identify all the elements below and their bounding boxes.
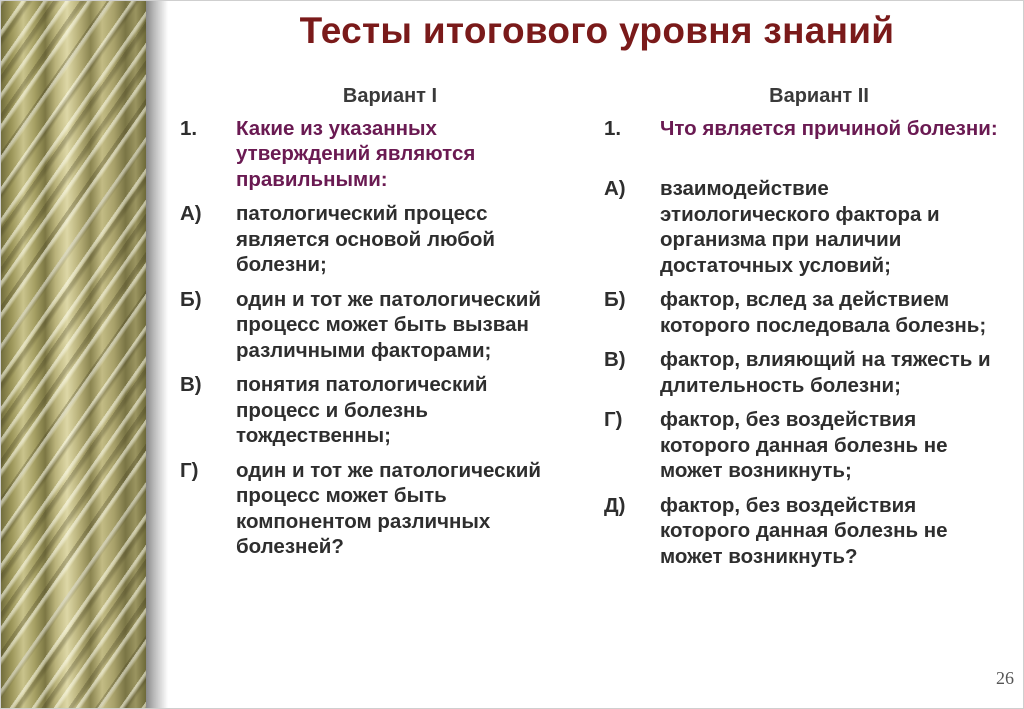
variant-1-column xyxy=(180,84,570,569)
option-marker: В) xyxy=(180,373,202,396)
decorative-shadow xyxy=(146,0,168,709)
option-marker: Д) xyxy=(604,493,626,517)
option-marker: Б) xyxy=(604,288,626,311)
variant-1-question xyxy=(180,116,570,193)
answer-option xyxy=(604,407,1004,484)
variant-1-heading: Вариант I xyxy=(342,85,438,107)
answer-option xyxy=(180,201,570,278)
option-text: фактор, без воздействия которого данная болезнь не может возникнуть? xyxy=(660,493,948,568)
question-number: 1. xyxy=(604,116,622,140)
option-marker: А) xyxy=(604,177,626,200)
variant-2-column xyxy=(604,84,1004,578)
answer-option xyxy=(180,458,570,560)
option-marker: Г) xyxy=(180,458,199,482)
option-marker: В) xyxy=(604,348,626,371)
option-text: один и тот же патологический процесс может быть компонентом различных болезней? xyxy=(236,458,541,558)
page-number: 26 xyxy=(996,668,1014,688)
option-marker: А) xyxy=(180,202,202,225)
option-text: фактор, вслед за действием которого последовала болезнь; xyxy=(660,288,987,337)
answer-option xyxy=(180,372,570,449)
question-text: Что является причиной болезни: xyxy=(660,116,998,140)
option-text: фактор, без воздействия которого данная болезнь не может возникнуть; xyxy=(660,408,948,482)
variant-2-heading: Вариант II xyxy=(769,85,869,107)
option-marker: Б) xyxy=(180,287,202,311)
question-text: Какие из указанных утверждений являются правильными: xyxy=(236,116,476,191)
answer-option xyxy=(604,493,1004,570)
spacer xyxy=(604,150,1004,176)
option-marker: Г) xyxy=(604,408,623,431)
answer-option xyxy=(180,287,570,364)
variant-2-question xyxy=(604,116,1004,142)
option-text: патологический процесс является основой любой болезни; xyxy=(236,202,495,276)
option-text: взаимодействие этиологического фактора и организма при наличии достаточных условий; xyxy=(660,177,940,277)
option-text: фактор, влияющий на тяжесть и длительность болезни; xyxy=(660,348,991,397)
decorative-column-image xyxy=(0,0,146,709)
answer-option xyxy=(604,347,1004,398)
option-text: один и тот же патологический процесс может быть вызван различными факторами; xyxy=(236,287,541,362)
question-number: 1. xyxy=(180,116,198,140)
option-text: понятия патологический процесс и болезнь тождественны; xyxy=(236,373,488,447)
answer-option xyxy=(604,176,1004,278)
answer-option xyxy=(604,287,1004,338)
slide-title: Тесты итогового уровня знаний xyxy=(299,10,895,51)
